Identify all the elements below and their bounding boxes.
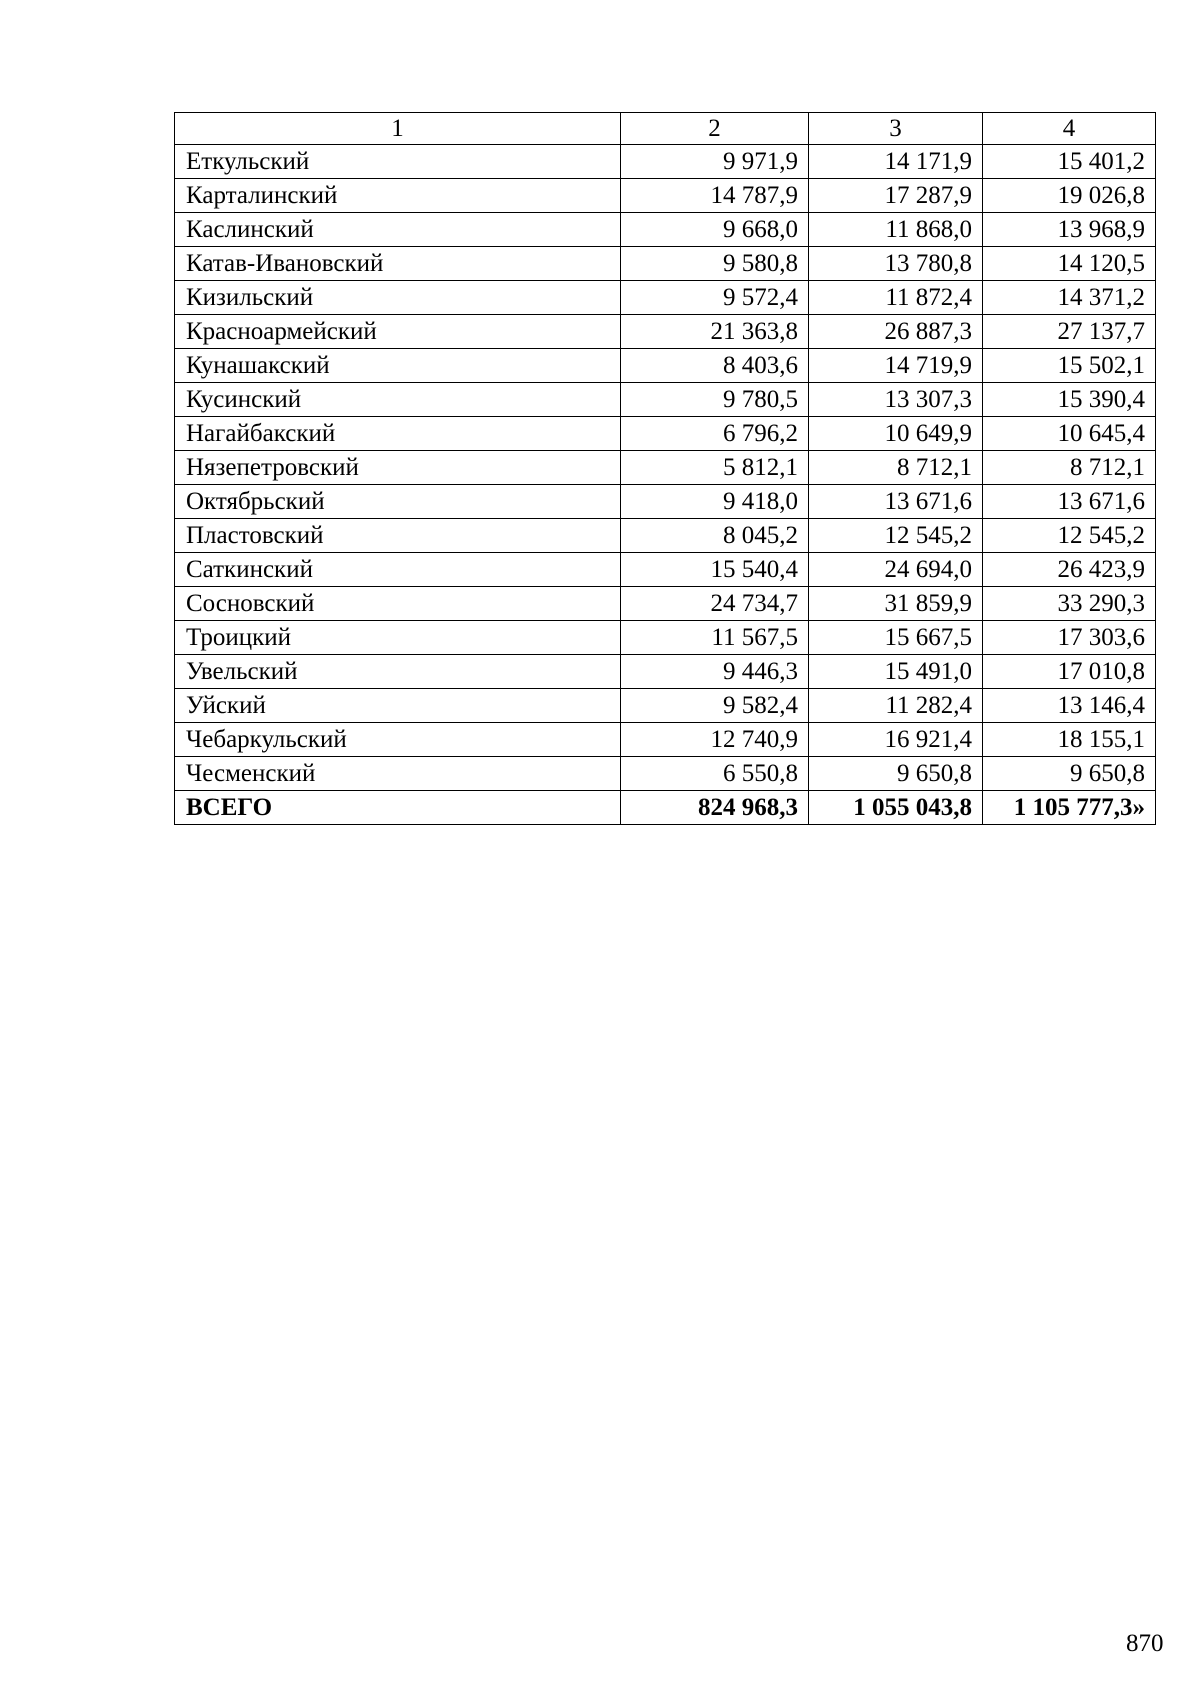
value-column-2-cell: 9 668,0 <box>621 213 809 247</box>
district-name-cell: Октябрьский <box>175 485 621 519</box>
value-column-2-cell: 9 446,3 <box>621 655 809 689</box>
value-column-4-cell: 26 423,9 <box>983 553 1156 587</box>
value-column-4-cell: 17 010,8 <box>983 655 1156 689</box>
value-column-2-cell: 9 971,9 <box>621 145 809 179</box>
district-name-cell: Карталинский <box>175 179 621 213</box>
table-header-row <box>175 113 1156 145</box>
value-column-2-cell: 6 550,8 <box>621 757 809 791</box>
district-name-cell: Кизильский <box>175 281 621 315</box>
value-column-3-cell: 8 712,1 <box>809 451 983 485</box>
table-row <box>175 383 1156 417</box>
value-column-4-cell: 13 146,4 <box>983 689 1156 723</box>
value-column-4-cell: 15 390,4 <box>983 383 1156 417</box>
value-column-3-cell: 14 171,9 <box>809 145 983 179</box>
value-column-4-cell: 15 502,1 <box>983 349 1156 383</box>
table-row <box>175 655 1156 689</box>
total-label: ВСЕГО <box>175 791 621 825</box>
value-column-2-cell: 9 580,8 <box>621 247 809 281</box>
district-name-cell: Пластовский <box>175 519 621 553</box>
table-row <box>175 553 1156 587</box>
table-row <box>175 723 1156 757</box>
value-column-2-cell: 8 403,6 <box>621 349 809 383</box>
value-column-3-cell: 14 719,9 <box>809 349 983 383</box>
district-name-cell: Нагайбакский <box>175 417 621 451</box>
district-name-cell: Еткульский <box>175 145 621 179</box>
value-column-3-cell: 24 694,0 <box>809 553 983 587</box>
district-name-cell: Чебаркульский <box>175 723 621 757</box>
district-name-cell: Кунашакский <box>175 349 621 383</box>
column-header-4: 4 <box>983 113 1156 145</box>
table-row <box>175 213 1156 247</box>
page-number: 870 <box>1126 1630 1164 1657</box>
value-column-3-cell: 12 545,2 <box>809 519 983 553</box>
value-column-4-cell: 19 026,8 <box>983 179 1156 213</box>
table-row <box>175 519 1156 553</box>
value-column-4-cell: 14 120,5 <box>983 247 1156 281</box>
table-row <box>175 689 1156 723</box>
column-header-1: 1 <box>175 113 621 145</box>
value-column-2-cell: 8 045,2 <box>621 519 809 553</box>
column-header-2: 2 <box>621 113 809 145</box>
table-row <box>175 417 1156 451</box>
value-column-4-cell: 8 712,1 <box>983 451 1156 485</box>
table-row <box>175 179 1156 213</box>
value-column-3-cell: 11 868,0 <box>809 213 983 247</box>
value-column-4-cell: 13 968,9 <box>983 213 1156 247</box>
value-column-3-cell: 16 921,4 <box>809 723 983 757</box>
value-column-4-cell: 17 303,6 <box>983 621 1156 655</box>
value-column-4-cell: 27 137,7 <box>983 315 1156 349</box>
table-row <box>175 757 1156 791</box>
value-column-4-cell: 15 401,2 <box>983 145 1156 179</box>
table-row <box>175 451 1156 485</box>
district-name-cell: Сосновский <box>175 587 621 621</box>
table-row <box>175 349 1156 383</box>
value-column-3-cell: 13 671,6 <box>809 485 983 519</box>
table-row <box>175 621 1156 655</box>
value-column-2-cell: 9 572,4 <box>621 281 809 315</box>
table-row <box>175 587 1156 621</box>
district-name-cell: Нязепетровский <box>175 451 621 485</box>
district-budget-table <box>174 112 1156 825</box>
value-column-3-cell: 17 287,9 <box>809 179 983 213</box>
value-column-2-cell: 9 780,5 <box>621 383 809 417</box>
table-row <box>175 247 1156 281</box>
value-column-4-cell: 10 645,4 <box>983 417 1156 451</box>
column-header-3: 3 <box>809 113 983 145</box>
table-row <box>175 485 1156 519</box>
district-name-cell: Саткинский <box>175 553 621 587</box>
value-column-3-cell: 15 491,0 <box>809 655 983 689</box>
total-row <box>175 791 1156 825</box>
district-name-cell: Красноармейский <box>175 315 621 349</box>
total-column-2: 824 968,3 <box>621 791 809 825</box>
value-column-4-cell: 18 155,1 <box>983 723 1156 757</box>
total-column-4: 1 105 777,3» <box>983 791 1156 825</box>
value-column-3-cell: 31 859,9 <box>809 587 983 621</box>
value-column-3-cell: 10 649,9 <box>809 417 983 451</box>
district-name-cell: Катав-Ивановский <box>175 247 621 281</box>
district-name-cell: Каслинский <box>175 213 621 247</box>
value-column-2-cell: 6 796,2 <box>621 417 809 451</box>
value-column-3-cell: 15 667,5 <box>809 621 983 655</box>
value-column-4-cell: 13 671,6 <box>983 485 1156 519</box>
value-column-4-cell: 14 371,2 <box>983 281 1156 315</box>
district-name-cell: Троицкий <box>175 621 621 655</box>
value-column-4-cell: 12 545,2 <box>983 519 1156 553</box>
value-column-2-cell: 9 418,0 <box>621 485 809 519</box>
value-column-2-cell: 5 812,1 <box>621 451 809 485</box>
district-name-cell: Увельский <box>175 655 621 689</box>
district-name-cell: Чесменский <box>175 757 621 791</box>
value-column-3-cell: 26 887,3 <box>809 315 983 349</box>
table-body <box>175 145 1156 791</box>
value-column-2-cell: 14 787,9 <box>621 179 809 213</box>
value-column-2-cell: 12 740,9 <box>621 723 809 757</box>
value-column-3-cell: 13 780,8 <box>809 247 983 281</box>
total-column-3: 1 055 043,8 <box>809 791 983 825</box>
value-column-4-cell: 9 650,8 <box>983 757 1156 791</box>
value-column-2-cell: 9 582,4 <box>621 689 809 723</box>
value-column-3-cell: 13 307,3 <box>809 383 983 417</box>
district-name-cell: Кусинский <box>175 383 621 417</box>
value-column-2-cell: 21 363,8 <box>621 315 809 349</box>
table-row <box>175 315 1156 349</box>
value-column-3-cell: 11 872,4 <box>809 281 983 315</box>
value-column-2-cell: 24 734,7 <box>621 587 809 621</box>
value-column-2-cell: 15 540,4 <box>621 553 809 587</box>
table-row <box>175 145 1156 179</box>
table-row <box>175 281 1156 315</box>
value-column-2-cell: 11 567,5 <box>621 621 809 655</box>
value-column-3-cell: 11 282,4 <box>809 689 983 723</box>
district-name-cell: Уйский <box>175 689 621 723</box>
value-column-4-cell: 33 290,3 <box>983 587 1156 621</box>
value-column-3-cell: 9 650,8 <box>809 757 983 791</box>
